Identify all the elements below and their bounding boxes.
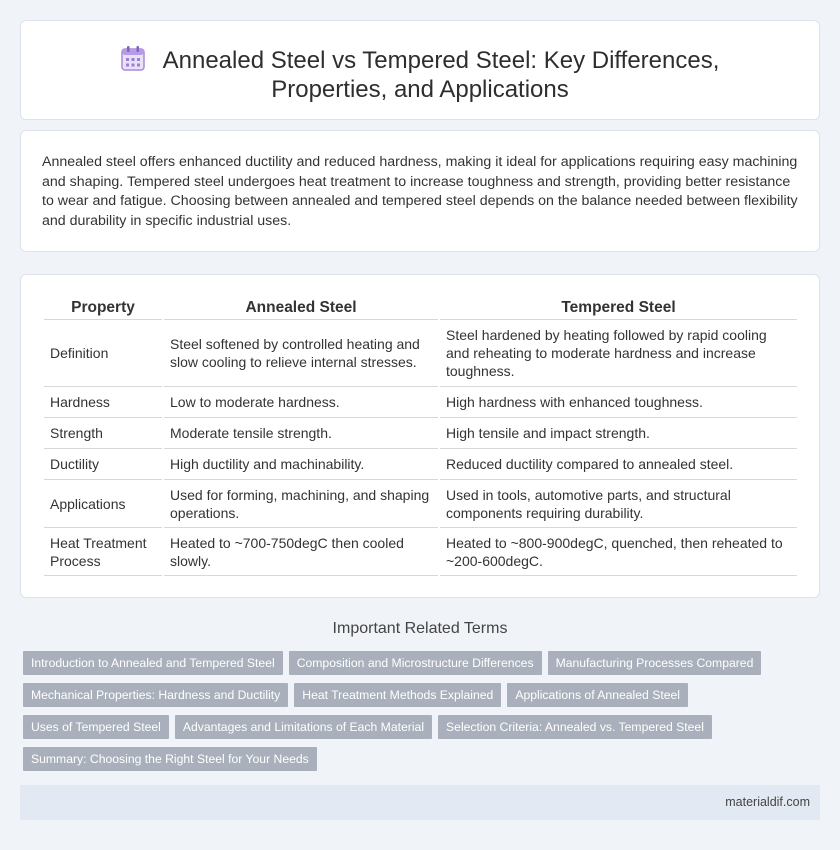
calendar-icon [121, 45, 145, 71]
related-term-chip[interactable]: Selection Criteria: Annealed vs. Tempered Steel [438, 715, 712, 739]
comparison-table [42, 296, 799, 576]
annealed-cell: Heated to ~700-750degC then cooled slowly. [164, 528, 438, 576]
related-term-chip[interactable]: Heat Treatment Methods Explained [294, 683, 501, 707]
footer-site-name[interactable]: materialdif.com [725, 795, 810, 809]
related-term-chip[interactable]: Composition and Microstructure Differences [289, 651, 542, 675]
table-header-row [44, 296, 797, 320]
column-header-property: Property [44, 296, 162, 320]
comparison-table-card [20, 274, 820, 598]
tempered-cell: Steel hardened by heating followed by rapid cooling and reheating to moderate hardness and increase toughness. [440, 320, 797, 387]
annealed-cell: Used for forming, machining, and shaping operations. [164, 480, 438, 528]
related-term-chip[interactable]: Applications of Annealed Steel [507, 683, 688, 707]
property-cell: Heat Treatment Process [44, 528, 162, 576]
property-cell: Applications [44, 480, 162, 528]
tempered-cell: High hardness with enhanced toughness. [440, 387, 797, 418]
annealed-cell: Steel softened by controlled heating and slow cooling to relieve internal stresses. [164, 320, 438, 387]
related-terms-title: Important Related Terms [332, 620, 508, 637]
property-cell: Strength [44, 418, 162, 449]
title-wrap [61, 45, 779, 104]
table-row [44, 387, 797, 418]
annealed-cell: High ductility and machinability. [164, 449, 438, 480]
table-row [44, 449, 797, 480]
related-terms-list [23, 651, 803, 771]
table-row [44, 528, 797, 576]
page-title: Annealed Steel vs Tempered Steel: Key Differences, Properties, and Applications [162, 47, 720, 103]
tempered-cell: Heated to ~800-900degC, quenched, then reheated to ~200-600degC. [440, 528, 797, 576]
table-row [44, 418, 797, 449]
tempered-cell: Used in tools, automotive parts, and structural components requiring durability. [440, 480, 797, 528]
column-header-tempered: Tempered Steel [440, 296, 797, 320]
intro-paragraph: Annealed steel offers enhanced ductility and reduced hardness, making it ideal for applications requiring easy machining and shaping. Tempered steel undergoes heat treatment to increase toughness and strength, providing better resistance to wear and fatigue. Choosing between annealed and tempered steel depends on the balance needed between flexibility and durability in specific industrial uses. [42, 154, 798, 229]
related-term-chip[interactable]: Introduction to Annealed and Tempered Steel [23, 651, 283, 675]
property-cell: Ductility [44, 449, 162, 480]
related-term-chip[interactable]: Manufacturing Processes Compared [548, 651, 762, 675]
header-card [20, 20, 820, 120]
table-row [44, 320, 797, 387]
property-cell: Definition [44, 320, 162, 387]
column-header-annealed: Annealed Steel [164, 296, 438, 320]
property-cell: Hardness [44, 387, 162, 418]
related-term-chip[interactable]: Advantages and Limitations of Each Material [175, 715, 432, 739]
related-term-chip[interactable]: Summary: Choosing the Right Steel for Your Needs [23, 747, 317, 771]
related-term-chip[interactable]: Mechanical Properties: Hardness and Ductility [23, 683, 288, 707]
annealed-cell: Moderate tensile strength. [164, 418, 438, 449]
footer-bar [20, 785, 820, 820]
annealed-cell: Low to moderate hardness. [164, 387, 438, 418]
tempered-cell: High tensile and impact strength. [440, 418, 797, 449]
related-term-chip[interactable]: Uses of Tempered Steel [23, 715, 169, 739]
tempered-cell: Reduced ductility compared to annealed steel. [440, 449, 797, 480]
intro-card [20, 130, 820, 252]
table-row [44, 480, 797, 528]
